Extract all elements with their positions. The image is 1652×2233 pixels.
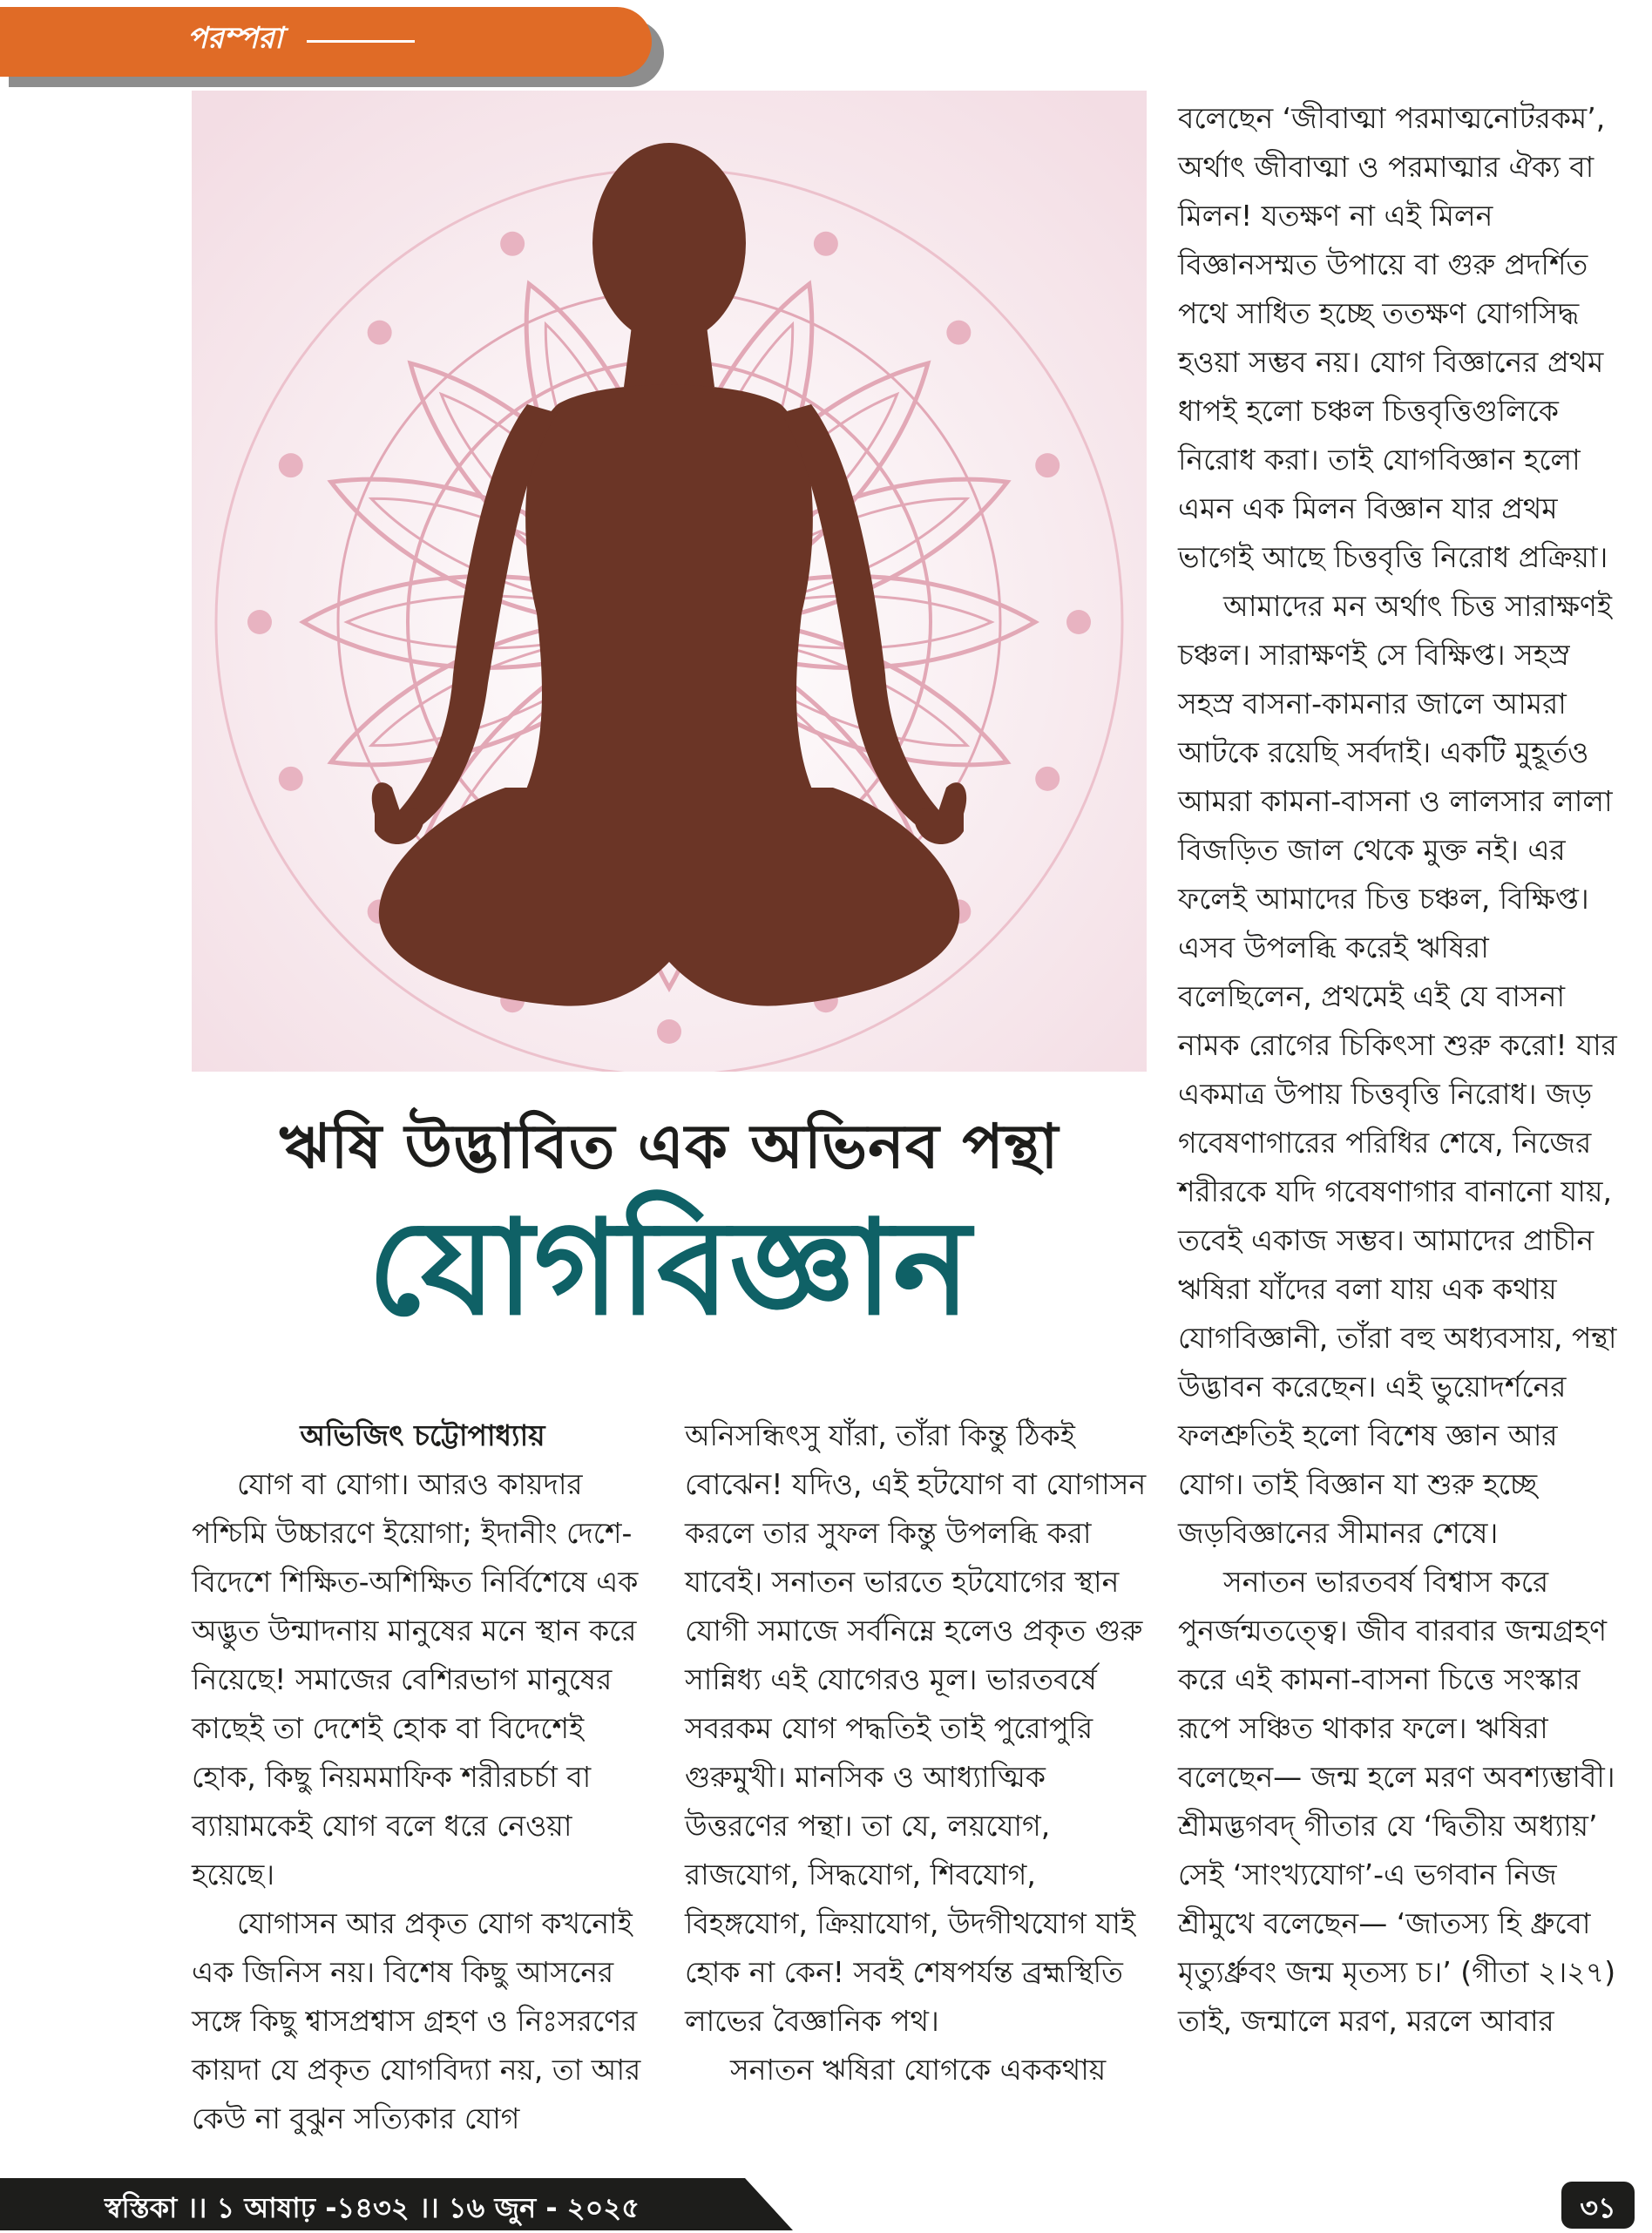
paragraph: সনাতন ঋষিরা যোগকে এককথায় bbox=[730, 2053, 1107, 2087]
meditation-illustration bbox=[192, 91, 1147, 1072]
footer-publication-date: স্বস্তিকা ।। ১ আষাঢ় -১৪৩২ ।। ১৬ জুন - ২০২৫ bbox=[105, 2191, 640, 2224]
page-number: ৩১ bbox=[1580, 2191, 1616, 2224]
headline-title: যোগবিজ্ঞান bbox=[367, 1191, 972, 1344]
article-column-2 bbox=[685, 1411, 1147, 2094]
byline: অভিজিৎ চট্টোপাধ্যায় bbox=[300, 1418, 545, 1452]
section-label: পরম্পরা bbox=[187, 21, 283, 56]
banner-rule bbox=[307, 40, 415, 43]
paragraph: যোগাসন আর প্রকৃত যোগ কখনোই এক জিনিস নয়। বিশেষ কিছু আসনের সঙ্গে কিছু শ্বাসপ্রশ্বাস গ্রহণ ও নিঃসরণের কায়দা যে প্রকৃত যোগবিদ্যা নয়, তা আর কেউ না বুঝুন সত্যিকার যোগ bbox=[192, 1906, 641, 2135]
paragraph: যোগ বা যোগা। আরও কায়দার পশ্চিমি উচ্চারণে ইয়োগা; ইদানীং দেশে-বিদেশে শিক্ষিত-অশিক্ষিত নির্বিশেষে এক অদ্ভুত উন্মাদনায় মানুষের মনে স্থান করে নিয়েছে! সমাজের বেশিরভাগ মানুষের কাছেই তা দেশেই হোক বা বিদেশেই হোক, কিছু নিয়মমাফিক শরীরচর্চা বা ব্যায়ামকেই যোগ বলে ধরে নেওয়া হয়েছে। bbox=[192, 1467, 639, 1891]
paragraph: অনিসন্ধিৎসু যাঁরা, তাঁরা কিন্তু ঠিকই বোঝেন! যদিও, এই হটযোগ বা যোগাসন করলে তার সুফল কিন্তু উপলব্ধি করা যাবেই। সনাতন ভারতে হটযোগের স্থান যোগী সমাজে সর্বনিম্নে হলেও প্রকৃত গুরু সান্নিধ্য এই যোগেরও মূল। ভারতবর্ষে সবরকম যোগ পদ্ধতিই তাই পুরোপুরি গুরুমুখী। মানসিক ও আধ্যাত্মিক উত্তরণের পন্থা। তা যে, লয়যোগ, রাজযোগ, সিদ্ধযোগ, শিবযোগ, বিহঙ্গযোগ, ক্রিয়াযোগ, উদগীথযোগ যাই হোক না কেন! সবই শেষপর্যন্ত ব্রহ্মস্থিতি লাভের বৈজ্ঞানিক পথ। bbox=[685, 1418, 1147, 2038]
paragraph: সনাতন ভারতবর্ষ বিশ্বাস করে পুনর্জন্মতত্ত্বে। জীব বারবার জন্মগ্রহণ করে এই কামনা-বাসনা চিত্তে সংস্কার রূপে সঞ্চিত থাকার ফলে। ঋষিরা বলেছেন— জন্ম হলে মরণ অবশ্যম্ভাবী। শ্রীমদ্ভগবদ্ গীতার যে ‘দ্বিতীয় অধ্যায়’ সেই ‘সাংখ্যযোগ’-এ ভগবান নিজ শ্রীমুখে বলেছেন— ‘জাতস্য হি ধ্রুবো মৃত্যুর্ধ্রুবং জন্ম মৃতস্য চ।’ (গীতা ২।২৭) তাই, জন্মালে মরণ, মরলে আবার bbox=[1178, 1565, 1616, 2038]
headline-kicker: ঋষি উদ্ভাবিত এক অভিনব পন্থা bbox=[279, 1111, 1060, 1182]
article-column-1 bbox=[192, 1411, 653, 2143]
article-column-3 bbox=[1178, 94, 1631, 2046]
paragraph: আমাদের মন অর্থাৎ চিত্ত সারাক্ষণই চঞ্চল। সারাক্ষণই সে বিক্ষিপ্ত। সহস্র সহস্র বাসনা-কামনার জালে আমরা আটকে রয়েছি সর্বদাই। একটি মুহূর্তও আমরা কামনা-বাসনা ও লালসার লালা বিজড়িত জাল থেকে মুক্ত নই। এর ফলেই আমাদের চিত্ত চঞ্চল, বিক্ষিপ্ত। এসব উপলব্ধি করেই ঋষিরা বলেছিলেন, প্রথমেই এই যে বাসনা নামক রোগের চিকিৎসা শুরু করো! যার একমাত্র উপায় চিত্তবৃত্তি নিরোধ। জড় গবেষণাগারের পরিধির শেষে, নিজের শরীরকে যদি গবেষণাগার বানানো যায়, তবেই একাজ সম্ভব। আমাদের প্রাচীন ঋষিরা যাঁদের বলা যায় এক কথায় যোগবিজ্ঞানী, তাঁরা বহু অধ্যবসায়, পন্থা উদ্ভাবন করেছেন। এই ভুয়োদর্শনের ফলশ্রুতিই হলো বিশেষ জ্ঞান আর যোগ। তাই বিজ্ঞান যা শুরু হচ্ছে জড়বিজ্ঞানের সীমানর শেষে। bbox=[1178, 589, 1617, 1550]
paragraph: বলেছেন ‘জীবাত্মা পরমাত্মনোটরকম’, অর্থাৎ জীবাত্মা ও পরমাত্মার ঐক্য বা মিলন! যতক্ষণ না এই মিলন বিজ্ঞানসম্মত উপায়ে বা গুরু প্রদর্শিত পথে সাধিত হচ্ছে ততক্ষণ যোগসিদ্ধ হওয়া সম্ভব নয়। যোগ বিজ্ঞানের প্রথম ধাপই হলো চঞ্চল চিত্তবৃত্তিগুলিকে নিরোধ করা। তাই যোগবিজ্ঞান হলো এমন এক মিলন বিজ্ঞান যার প্রথম ভাগেই আছে চিত্তবৃত্তি নিরোধ প্রক্রিয়া। bbox=[1178, 101, 1608, 574]
